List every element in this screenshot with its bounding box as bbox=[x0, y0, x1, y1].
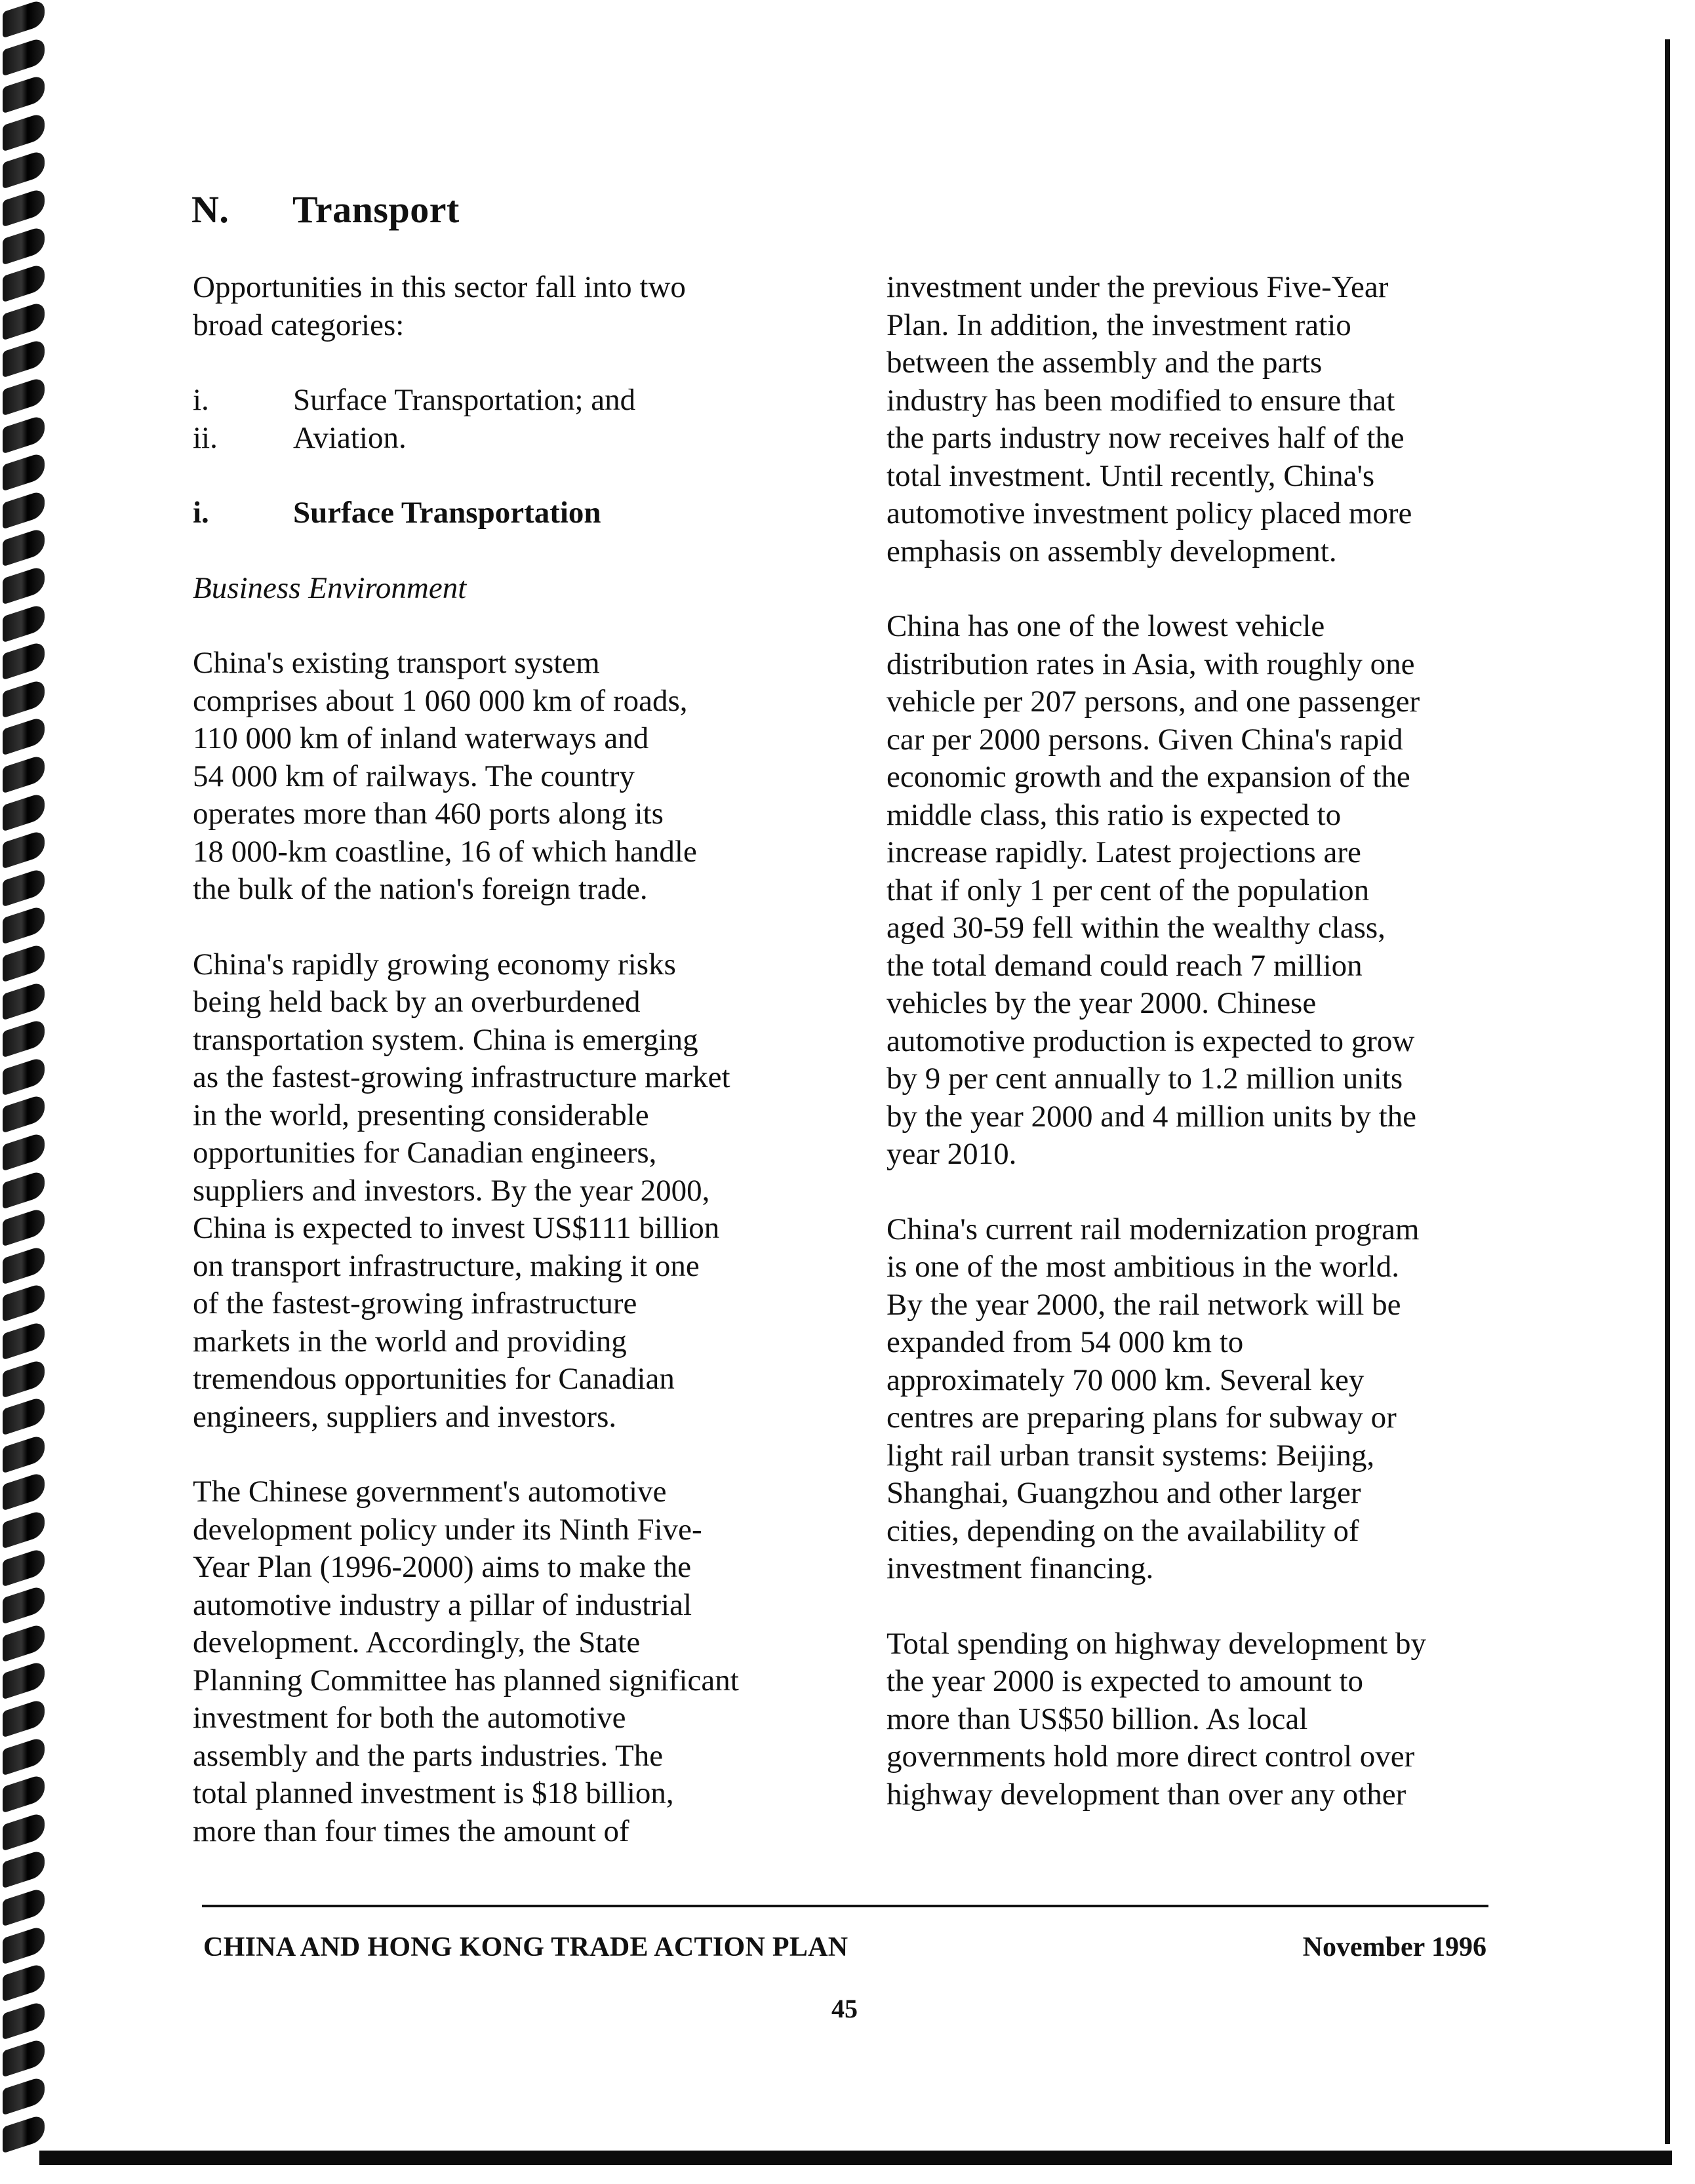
heading-title: Transport bbox=[292, 188, 460, 231]
binding-ring bbox=[3, 489, 45, 529]
footer-date: November 1996 bbox=[1302, 1932, 1486, 1962]
subsection-title: Surface Transportation bbox=[293, 496, 601, 530]
footer-title: CHINA AND HONG KONG TRADE ACTION PLAN bbox=[203, 1932, 848, 1962]
text-line: Year Plan (1996-2000) aims to make the bbox=[193, 1550, 692, 1584]
text-line: 54 000 km of railways. The country bbox=[193, 759, 635, 793]
text-line: expanded from 54 000 km to bbox=[887, 1325, 1244, 1359]
text-line: markets in the world and providing bbox=[193, 1324, 627, 1359]
text-line: aged 30-59 fell within the wealthy class, bbox=[887, 911, 1386, 945]
binding-ring bbox=[3, 1094, 45, 1134]
binding-ring bbox=[3, 565, 45, 605]
binding-ring bbox=[3, 905, 45, 945]
page-edge-right bbox=[1665, 39, 1670, 2144]
text-line: development policy under its Ninth Five- bbox=[193, 1512, 702, 1547]
text-line: total investment. Until recently, China's bbox=[887, 458, 1375, 493]
text-line: cities, depending on the availability of bbox=[887, 1513, 1359, 1548]
text-line: highway development than over any other bbox=[887, 1777, 1406, 1812]
binding-ring bbox=[3, 111, 45, 151]
intro-line: broad categories: bbox=[193, 308, 405, 342]
text-line: 18 000-km coastline, 16 of which handle bbox=[193, 834, 697, 869]
text-line: that if only 1 per cent of the population bbox=[887, 873, 1370, 907]
text-line: investment under the previous Five-Year bbox=[887, 270, 1389, 304]
binding-ring bbox=[3, 2000, 45, 2040]
text-line: operates more than 460 ports along its bbox=[193, 797, 664, 831]
category-item bbox=[193, 420, 835, 458]
right-column bbox=[887, 269, 1490, 1814]
text-line: assembly and the parts industries. The bbox=[193, 1738, 664, 1773]
binding-ring bbox=[3, 376, 45, 416]
paragraph bbox=[887, 1625, 1490, 1814]
binding-ring bbox=[3, 1244, 45, 1284]
text-line: vehicle per 207 persons, and one passenger bbox=[887, 685, 1420, 719]
text-line: investment for both the automotive bbox=[193, 1701, 626, 1735]
binding-ring bbox=[3, 2038, 45, 2078]
paragraph bbox=[887, 1211, 1490, 1588]
text-line: approximately 70 000 km. Several key bbox=[887, 1362, 1365, 1397]
text-line: tremendous opportunities for Canadian bbox=[193, 1362, 675, 1396]
text-line: more than US$50 billion. As local bbox=[887, 1701, 1308, 1736]
binding-ring bbox=[3, 1282, 45, 1322]
binding-ring bbox=[3, 414, 45, 454]
binding-ring bbox=[3, 1358, 45, 1398]
binding-ring bbox=[3, 1396, 45, 1436]
business-environment-label: Business Environment bbox=[193, 570, 467, 605]
paragraph bbox=[887, 608, 1490, 1174]
binding-ring bbox=[3, 452, 45, 492]
binding-ring bbox=[3, 1774, 45, 1814]
binding-ring bbox=[3, 1698, 45, 1738]
binding-ring bbox=[3, 2113, 45, 2153]
binding-ring bbox=[3, 2076, 45, 2116]
binding-ring bbox=[3, 1660, 45, 1700]
binding-ring bbox=[3, 1736, 45, 1776]
binding-ring bbox=[3, 1132, 45, 1172]
text-line: being held back by an overburdened bbox=[193, 985, 641, 1019]
text-line: year 2010. bbox=[887, 1137, 1017, 1171]
text-line: China's current rail modernization program bbox=[887, 1212, 1420, 1246]
binding-ring bbox=[3, 263, 45, 303]
text-line: Plan. In addition, the investment ratio bbox=[887, 308, 1351, 342]
intro-line: Opportunities in this sector fall into two bbox=[193, 270, 686, 304]
left-column bbox=[193, 269, 835, 1850]
text-line: By the year 2000, the rail network will be bbox=[887, 1287, 1401, 1322]
binding-ring bbox=[3, 1320, 45, 1360]
binding-ring bbox=[3, 527, 45, 567]
text-line: Total spending on highway development by bbox=[887, 1626, 1426, 1661]
text-line: engineers, suppliers and investors. bbox=[193, 1399, 617, 1434]
text-line: China's existing transport system bbox=[193, 646, 600, 680]
text-line: governments hold more direct control over bbox=[887, 1739, 1415, 1774]
binding-ring bbox=[3, 1585, 45, 1625]
text-line: emphasis on assembly development. bbox=[887, 534, 1337, 568]
text-line: total planned investment is $18 billion, bbox=[193, 1776, 674, 1810]
text-line: by the year 2000 and 4 million units by the bbox=[887, 1099, 1417, 1134]
binding-ring bbox=[3, 188, 45, 228]
binding-ring bbox=[3, 1018, 45, 1058]
text-line: more than four times the amount of bbox=[193, 1814, 629, 1848]
binding-ring bbox=[3, 1509, 45, 1549]
text-line: development. Accordingly, the State bbox=[193, 1625, 641, 1659]
binding-ring bbox=[3, 1962, 45, 2002]
binding-ring bbox=[3, 300, 45, 340]
text-line: vehicles by the year 2000. Chinese bbox=[887, 986, 1317, 1020]
binding-ring bbox=[3, 1169, 45, 1209]
text-line: opportunities for Canadian engineers, bbox=[193, 1136, 657, 1170]
text-line: is one of the most ambitious in the world. bbox=[887, 1250, 1399, 1284]
text-line: 110 000 km of inland waterways and bbox=[193, 721, 649, 755]
binding-ring bbox=[3, 641, 45, 681]
text-line: of the fastest-growing infrastructure bbox=[193, 1286, 637, 1320]
paragraph bbox=[193, 946, 835, 1437]
text-line: the year 2000 is expected to amount to bbox=[887, 1664, 1363, 1698]
text-line: the bulk of the nation's foreign trade. bbox=[193, 872, 648, 906]
text-line: on transport infrastructure, making it one bbox=[193, 1248, 700, 1283]
binding-ring bbox=[3, 1056, 45, 1096]
binding-ring bbox=[3, 1924, 45, 1964]
binding-ring bbox=[3, 74, 45, 114]
text-line: China is expected to invest US$111 billion bbox=[193, 1211, 720, 1245]
binding-ring bbox=[3, 603, 45, 643]
binding-ring bbox=[3, 1887, 45, 1927]
text-line: automotive production is expected to grow bbox=[887, 1023, 1415, 1058]
binding-ring bbox=[3, 36, 45, 76]
text-line: comprises about 1 060 000 km of roads, bbox=[193, 683, 688, 718]
binding-ring bbox=[3, 1207, 45, 1247]
category-marker: i. bbox=[193, 383, 209, 417]
category-label: Surface Transportation; and bbox=[293, 383, 636, 417]
subsection-marker: i. bbox=[193, 496, 209, 530]
binding-ring bbox=[3, 980, 45, 1020]
binding-ring bbox=[3, 1811, 45, 1851]
category-item bbox=[193, 382, 835, 420]
binding-ring bbox=[3, 225, 45, 265]
binding-ring bbox=[3, 1849, 45, 1889]
text-line: automotive industry a pillar of industrial bbox=[193, 1587, 692, 1622]
text-line: economic growth and the expansion of the bbox=[887, 760, 1410, 794]
text-line: investment financing. bbox=[887, 1551, 1154, 1585]
text-line: Shanghai, Guangzhou and other larger bbox=[887, 1476, 1361, 1510]
text-line: middle class, this ratio is expected to bbox=[887, 797, 1342, 832]
text-line: Planning Committee has planned significant bbox=[193, 1663, 739, 1698]
category-label: Aviation. bbox=[293, 420, 407, 455]
section-heading bbox=[191, 188, 460, 231]
binding-ring bbox=[3, 943, 45, 983]
text-line: transportation system. China is emerging bbox=[193, 1022, 698, 1057]
binding-ring bbox=[3, 338, 45, 378]
text-line: light rail urban transit systems: Beijing, bbox=[887, 1438, 1375, 1473]
binding-ring bbox=[3, 829, 45, 869]
text-line: as the fastest-growing infrastructure market bbox=[193, 1060, 730, 1094]
paragraph bbox=[193, 645, 835, 909]
binding-ring bbox=[3, 791, 45, 831]
heading-number: N. bbox=[191, 188, 229, 231]
binding-ring bbox=[3, 716, 45, 756]
text-line: in the world, presenting considerable bbox=[193, 1098, 649, 1132]
text-line: increase rapidly. Latest projections are bbox=[887, 835, 1361, 869]
text-line: by 9 per cent annually to 1.2 million units bbox=[887, 1062, 1403, 1096]
spiral-binding bbox=[0, 0, 59, 2184]
binding-ring bbox=[3, 867, 45, 907]
text-line: the total demand could reach 7 million bbox=[887, 948, 1363, 983]
text-line: China's rapidly growing economy risks bbox=[193, 947, 676, 982]
text-line: the parts industry now receives half of the bbox=[887, 421, 1405, 455]
text-line: industry has been modified to ensure that bbox=[887, 383, 1395, 418]
text-line: distribution rates in Asia, with roughly one bbox=[887, 646, 1415, 681]
binding-ring bbox=[3, 1471, 45, 1511]
binding-ring bbox=[3, 149, 45, 189]
paragraph bbox=[193, 1473, 835, 1850]
binding-ring bbox=[3, 1622, 45, 1662]
binding-ring bbox=[3, 0, 45, 38]
binding-ring bbox=[3, 1547, 45, 1587]
text-line: The Chinese government's automotive bbox=[193, 1475, 667, 1509]
footer-rule bbox=[202, 1905, 1488, 1907]
subsection-heading bbox=[193, 494, 835, 532]
binding-ring bbox=[3, 754, 45, 794]
text-line: centres are preparing plans for subway or bbox=[887, 1400, 1397, 1435]
text-line: suppliers and investors. By the year 2000, bbox=[193, 1173, 710, 1208]
binding-ring bbox=[3, 1433, 45, 1473]
text-line: China has one of the lowest vehicle bbox=[887, 609, 1325, 643]
text-line: between the assembly and the parts bbox=[887, 346, 1323, 380]
category-marker: ii. bbox=[193, 420, 218, 455]
page-edge-bottom bbox=[39, 2151, 1672, 2165]
text-line: car per 2000 persons. Given China's rapid bbox=[887, 722, 1403, 757]
page-number: 45 bbox=[831, 1994, 858, 2023]
paragraph bbox=[887, 269, 1490, 570]
binding-ring bbox=[3, 678, 45, 718]
text-line: automotive investment policy placed more bbox=[887, 496, 1412, 530]
